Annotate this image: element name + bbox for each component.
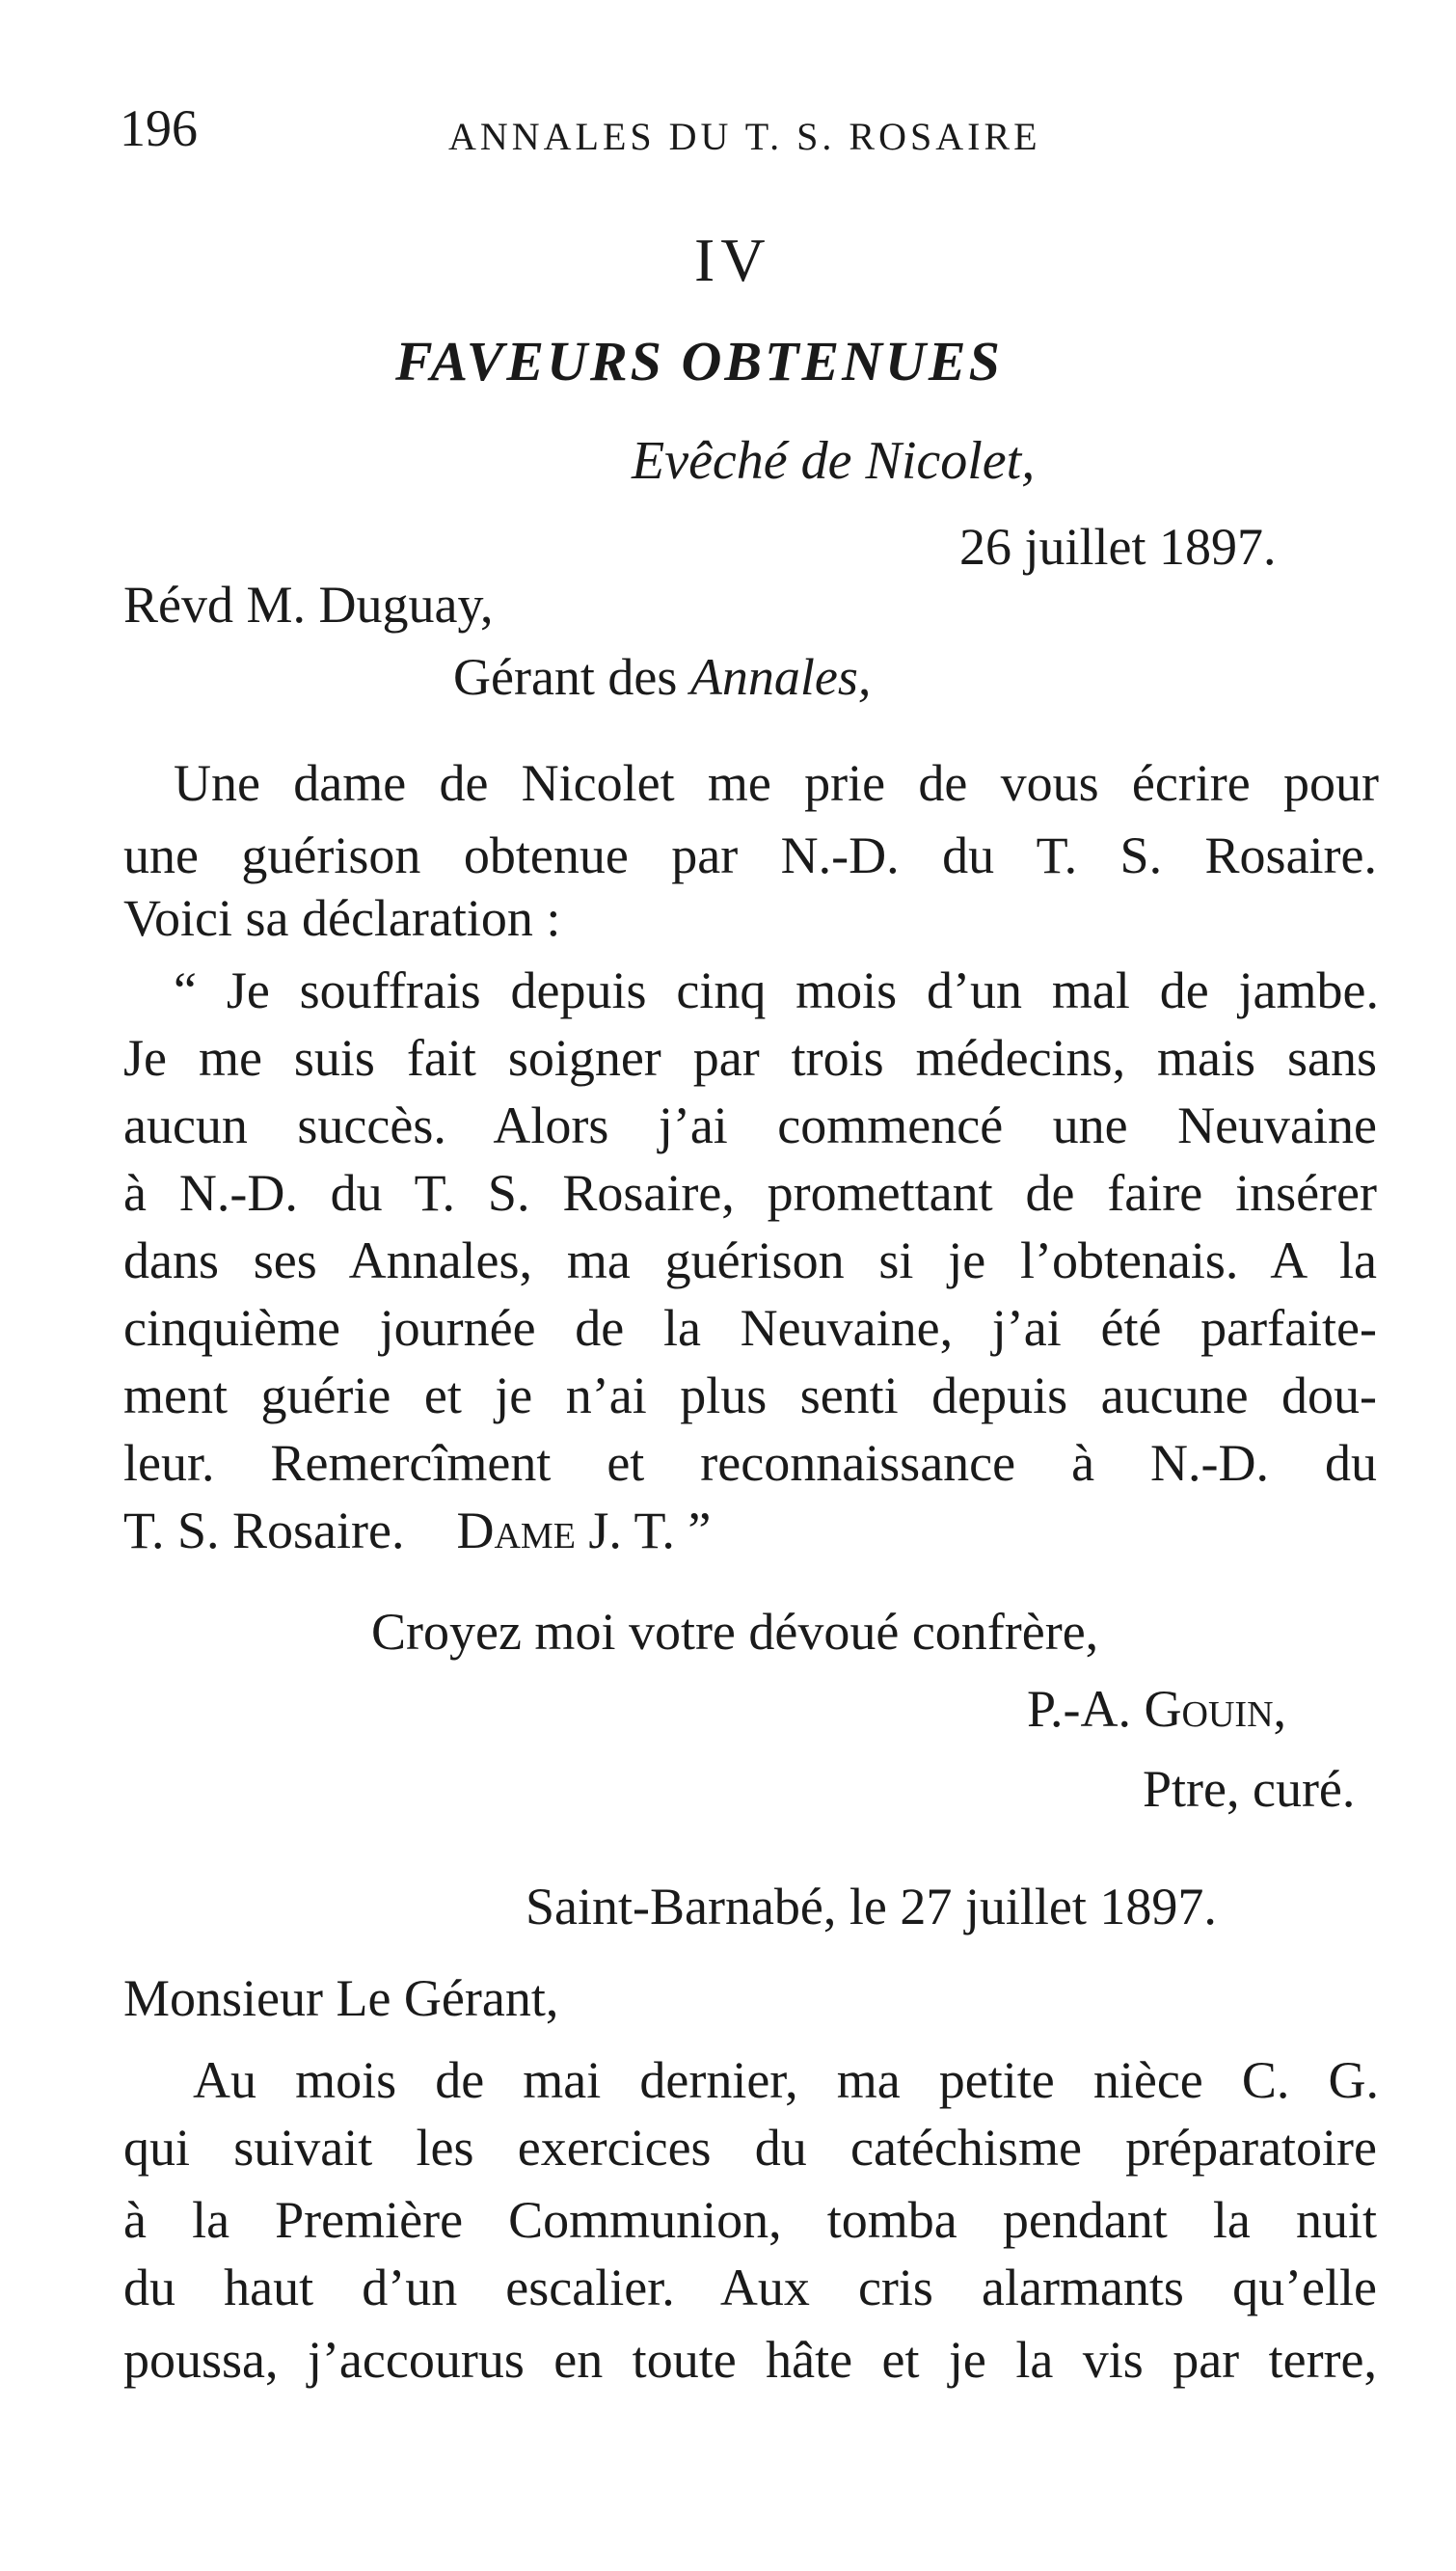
letter1-last-line-prefix: T. S. Rosaire. (123, 1502, 405, 1559)
letter1-date: 26 juillet 1897. (959, 518, 1277, 576)
letter1-inline-signature: Dame J. T. ” (456, 1502, 712, 1559)
letter2-body-line-2: qui suivait les exercices du catéchisme préparatoire (123, 2119, 1377, 2177)
page-number: 196 (120, 99, 198, 157)
letter1-addressee (453, 648, 872, 706)
letter1-signature-title: Ptre, curé. (1143, 1760, 1356, 1818)
letter2-place-date: Saint-Barnabé, le 27 juillet 1897. (526, 1878, 1217, 1935)
letter1-body-line-12 (123, 1502, 712, 1559)
letter1-body-line-10: ment guérie et je n’ai plus senti depuis aucune dou- (123, 1367, 1377, 1424)
letter1-body-line-3: Voici sa déclaration : (123, 889, 561, 947)
letter1-body-line-5: Je me suis fait soigner par trois médecins, mais sans (123, 1029, 1377, 1087)
letter2-body-line-3: à la Première Communion, tomba pendant la nuit (123, 2191, 1377, 2249)
letter2-body-line-5: poussa, j’accourus en toute hâte et je la vis par terre, (123, 2331, 1377, 2389)
letter1-body-line-9: cinquième journée de la Neuvaine, j’ai été parfaite- (123, 1299, 1377, 1357)
section-title: FAVEURS OBTENUES (395, 330, 1003, 392)
section-number: IV (694, 226, 771, 294)
letter1-body-line-1: Une dame de Nicolet me prie de vous écrire pour (174, 754, 1379, 812)
letter1-body-line-2: une guérison obtenue par N.-D. du T. S. Rosaire. (123, 826, 1377, 884)
letter2-salutation: Monsieur Le Gérant, (123, 1969, 559, 2027)
letter2-body-line-1: Au mois de mai dernier, ma petite nièce C. G. (193, 2051, 1379, 2109)
running-header-title: ANNALES DU T. S. ROSAIRE (448, 115, 1041, 158)
letter1-body-line-6: aucun succès. Alors j’ai commencé une Neuvaine (123, 1096, 1377, 1154)
letter1-place: Evêché de Nicolet, (632, 431, 1036, 491)
letter1-body-line-7: à N.-D. du T. S. Rosaire, promettant de faire insérer (123, 1164, 1377, 1222)
letter1-addressee-prefix: Gérant des (453, 648, 678, 706)
letter1-signature: P.-A. Gouin, (1027, 1680, 1287, 1738)
letter1-body-line-8: dans ses Annales, ma guérison si je l’obtenais. A la (123, 1231, 1377, 1289)
letter1-body-line-4: “ Je souffrais depuis cinq mois d’un mal de jambe. (174, 961, 1379, 1019)
letter2-body-line-4: du haut d’un escalier. Aux cris alarmants qu’elle (123, 2259, 1377, 2316)
letter1-addressee-italic: Annales, (689, 648, 872, 706)
letter1-closing: Croyez moi votre dévoué confrère, (371, 1603, 1099, 1661)
letter1-body-line-11: leur. Remercîment et reconnaissance à N.-D. du (123, 1434, 1377, 1492)
letter1-salutation: Révd M. Duguay, (123, 576, 494, 634)
